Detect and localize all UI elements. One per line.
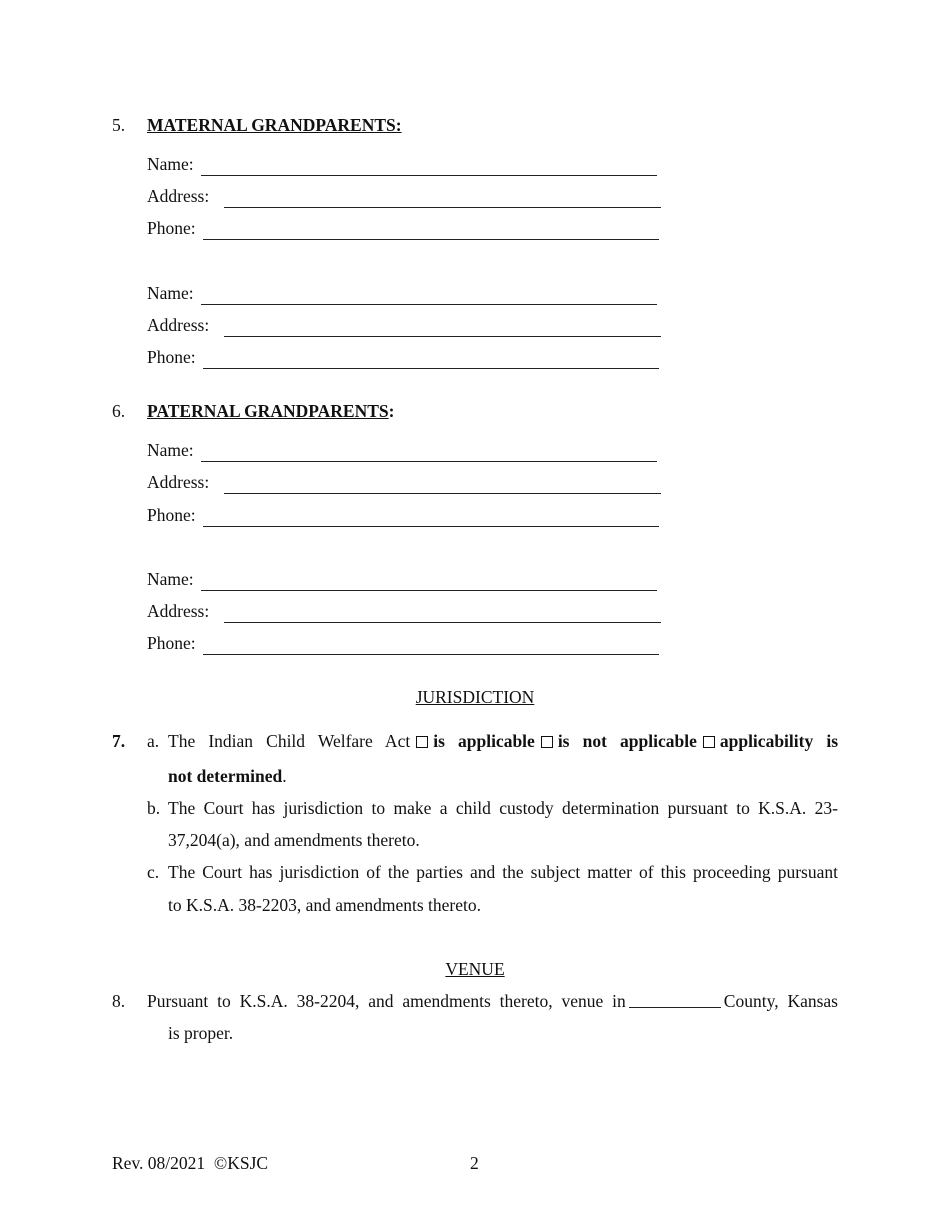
icwa-period: . — [282, 766, 287, 786]
phone-blank[interactable] — [203, 654, 659, 655]
revision-footer: Rev. 08/2021 ©KSJC — [112, 1153, 269, 1173]
section-5-number: 5. — [112, 115, 126, 135]
address-label: Address: — [147, 186, 210, 206]
phone-label: Phone: — [147, 505, 196, 525]
item-c-line2: to K.S.A. 38-2203, and amendments thereto. — [168, 895, 482, 915]
name-blank[interactable] — [201, 304, 657, 305]
address-label: Address: — [147, 601, 210, 621]
venue-line1 — [147, 993, 838, 1011]
item-c-letter: c. — [147, 862, 160, 882]
address-label: Address: — [147, 315, 210, 335]
phone-label: Phone: — [147, 218, 196, 238]
checkbox-is-not-applicable[interactable] — [541, 736, 553, 748]
section-6-number: 6. — [112, 401, 126, 421]
name-blank[interactable] — [201, 590, 657, 591]
checkbox-is-applicable[interactable] — [416, 736, 428, 748]
section-8-number: 8. — [112, 991, 126, 1011]
address-blank[interactable] — [224, 207, 661, 208]
item-a-letter: a. — [147, 731, 160, 751]
name-label: Name: — [147, 569, 194, 589]
name-label: Name: — [147, 283, 194, 303]
item-b-letter: b. — [147, 798, 161, 818]
address-blank[interactable] — [224, 493, 661, 494]
maternal-grandparents-title: MATERNAL GRANDPARENTS: — [147, 115, 402, 135]
item-c-line1: The Court has jurisdiction of the parties and the subject matter of this proceeding pursuant — [168, 862, 838, 882]
name-blank[interactable] — [201, 461, 657, 462]
address-blank[interactable] — [224, 622, 661, 623]
option-is-applicable: is applicable — [433, 731, 535, 751]
phone-blank[interactable] — [203, 368, 659, 369]
jurisdiction-heading: JURISDICTION — [415, 687, 535, 707]
phone-label: Phone: — [147, 347, 196, 367]
maternal-grandparents-heading — [147, 117, 402, 135]
option-is-not-applicable: is not applicable — [557, 731, 697, 751]
paternal-grandparents-title: PATERNAL GRANDPARENTS — [147, 401, 389, 421]
item-b-line1: The Court has jurisdiction to make a child custody determination pursuant to K.S.A. 23- — [168, 798, 838, 818]
name-label: Name: — [147, 440, 194, 460]
name-blank[interactable] — [201, 175, 657, 176]
venue-text-post: County, Kansas — [723, 991, 838, 1011]
paternal-grandparents-heading — [147, 403, 394, 421]
icwa-text: The Indian Child Welfare Act — [168, 731, 411, 751]
phone-blank[interactable] — [203, 239, 659, 240]
county-blank[interactable] — [629, 993, 721, 1008]
venue-heading: VENUE — [445, 959, 505, 979]
section-7-number: 7. — [112, 731, 126, 751]
icwa-line — [168, 733, 838, 751]
paternal-title-colon: : — [388, 401, 395, 421]
address-blank[interactable] — [224, 336, 661, 337]
checkbox-applicability-not-determined[interactable] — [703, 736, 715, 748]
option-applicability-is: applicability is — [719, 731, 839, 751]
phone-blank[interactable] — [203, 526, 659, 527]
name-label: Name: — [147, 154, 194, 174]
option-not-determined: not determined — [168, 766, 283, 786]
venue-text-pre: Pursuant to K.S.A. 38-2204, and amendments thereto, venue in — [147, 991, 626, 1011]
address-label: Address: — [147, 472, 210, 492]
phone-label: Phone: — [147, 633, 196, 653]
venue-line2: is proper. — [168, 1023, 234, 1043]
page-number: 2 — [470, 1153, 479, 1173]
icwa-continuation — [168, 768, 838, 786]
item-b-line2: 37,204(a), and amendments thereto. — [168, 830, 420, 850]
